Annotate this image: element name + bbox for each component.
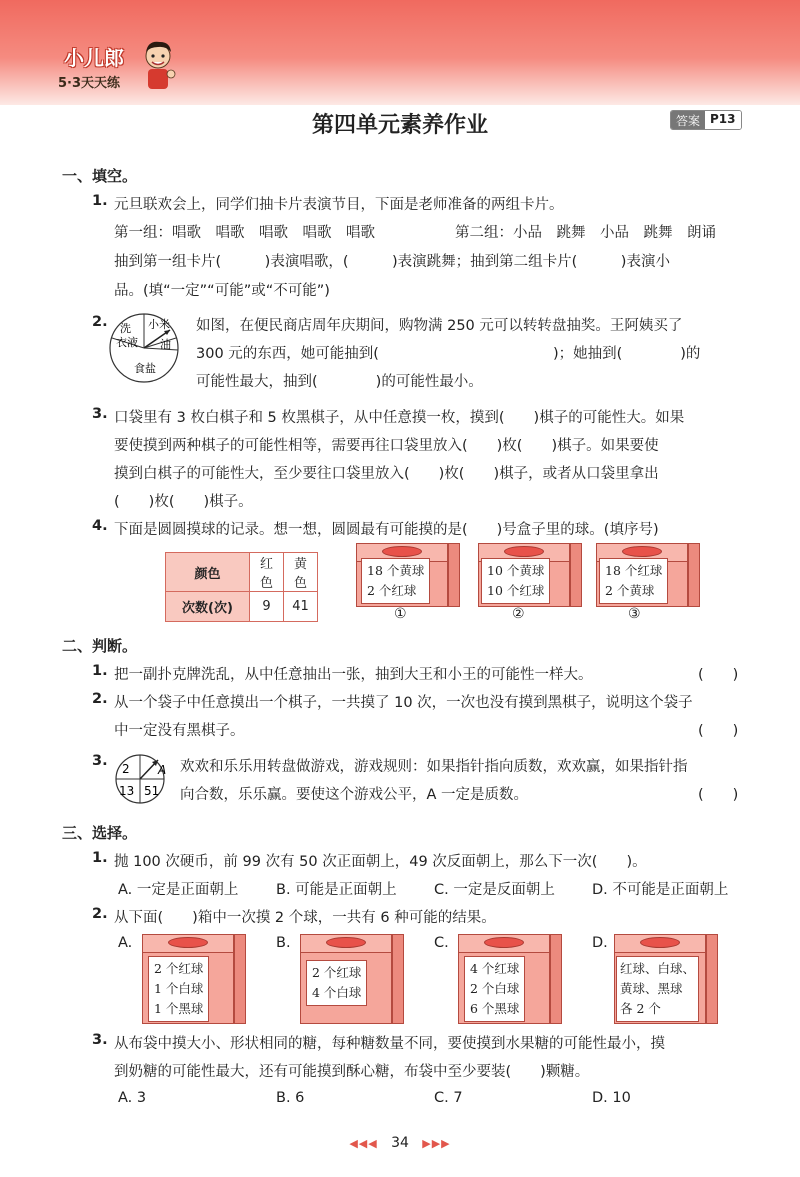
question-text: 抛 100 次硬币，前 99 次有 50 次正面朝上，49 次反面朝上，那么下一次( )。 — [114, 854, 647, 870]
question-text: 欢欢和乐乐用转盘做游戏，游戏规则：如果指针指向质数，欢欢赢，如果指针指 — [180, 759, 688, 775]
box-label: 18 个黄球 2 个红球 — [361, 558, 430, 604]
box-label: 2 个红球 4 个白球 — [306, 960, 367, 1006]
table-header: 红色 — [250, 553, 284, 592]
lottery-spinner — [104, 310, 184, 386]
question-text: 要使摸到两种棋子的可能性相等，需要再往口袋里放入( )枚( )棋子。如果要使 — [114, 438, 659, 454]
page-title: 第四单元素养作业 — [311, 113, 488, 138]
question-text: 如图，在便民商店周年庆期间，购物满 250 元可以转转盘抽奖。王阿姨买了 — [196, 318, 683, 334]
choice-option[interactable]: C. — [434, 935, 449, 951]
question-text: 300 元的东西，她可能抽到( )；她抽到( )的 — [196, 346, 701, 362]
question-number: 2. — [92, 314, 108, 330]
spinner-sector-label: 小米 — [148, 318, 170, 331]
answer-parens[interactable]: ( ) — [698, 723, 739, 739]
spinner-sector-label: 油 — [160, 338, 171, 351]
box-label: 2 个红球 1 个白球 1 个黑球 — [148, 956, 209, 1022]
ball-box-d — [614, 934, 718, 1024]
question-text: 中一定没有黑棋子。 — [114, 723, 245, 739]
question-text: 从一个袋子中任意摸出一个棋子，一共摸了 10 次，一次也没有摸到黑棋子，说明这个袋子 — [114, 695, 693, 711]
ball-box-3 — [596, 543, 700, 607]
box-number: ③ — [628, 606, 641, 622]
ball-box-2 — [478, 543, 582, 607]
table-cell: 9 — [250, 592, 284, 622]
table-row-label: 次数(次) — [166, 592, 250, 622]
question-number: 1. — [92, 193, 108, 209]
choice-option[interactable]: A. 一定是正面朝上 — [118, 882, 239, 898]
table-header: 颜色 — [166, 553, 250, 592]
choice-option[interactable]: A. — [118, 935, 133, 951]
box-label: 10 个黄球 10 个红球 — [481, 558, 550, 604]
card-group-2: 第二组：小品 跳舞 小品 跳舞 朗诵 — [455, 225, 716, 241]
choice-option[interactable]: B. 6 — [276, 1090, 305, 1106]
page-number: 34 — [391, 1135, 409, 1151]
spinner-number: 2 — [122, 762, 130, 776]
choice-option[interactable]: B. 可能是正面朝上 — [276, 882, 397, 898]
spinner-number: A — [158, 763, 167, 777]
brand-logo — [52, 38, 182, 98]
question-text: 摸到白棋子的可能性大，至少要往口袋里放入( )枚( )棋子，或者从口袋里拿出 — [114, 466, 659, 482]
box-label: 4 个红球 2 个白球 6 个黑球 — [464, 956, 525, 1022]
answer-tag[interactable] — [670, 110, 742, 130]
question-number: 1. — [92, 663, 108, 679]
question-text: 元旦联欢会上，同学们抽卡片表演节目，下面是老师准备的两组卡片。 — [114, 197, 564, 213]
question-number: 2. — [92, 906, 108, 922]
card-group-1: 第一组：唱歌 唱歌 唱歌 唱歌 唱歌 — [114, 225, 375, 241]
question-number: 3. — [92, 1032, 108, 1048]
section-title-choice: 三、选择。 — [62, 824, 138, 842]
box-number: ② — [512, 606, 525, 622]
question-text: 到奶糖的可能性最大，还有可能摸到酥心糖，布袋中至少要装( )颗糖。 — [114, 1064, 590, 1080]
mascot-icon — [138, 38, 178, 94]
table-cell: 41 — [284, 592, 318, 622]
question-number: 1. — [92, 850, 108, 866]
question-text: 从下面( )箱中一次摸 2 个球，一共有 6 种可能的结果。 — [114, 910, 496, 926]
ball-box-1 — [356, 543, 460, 607]
box-label: 18 个红球 2 个黄球 — [599, 558, 668, 604]
table-header: 黄色 — [284, 553, 318, 592]
next-arrows-icon: ▶▶▶ — [422, 1137, 451, 1150]
choice-option[interactable]: C. 一定是反面朝上 — [434, 882, 555, 898]
ball-box-c — [458, 934, 562, 1024]
logo-subtitle: 5·3天天练 — [58, 76, 121, 91]
spinner-sector-label: 洗 — [120, 322, 131, 335]
question-text: 可能性最大，抽到( )的可能性最小。 — [196, 374, 483, 390]
choice-option[interactable]: D. — [592, 935, 608, 951]
question-text: 抽到第一组卡片( )表演唱歌，( )表演跳舞；抽到第二组卡片( )表演小 — [114, 254, 670, 270]
question-number: 3. — [92, 753, 108, 769]
section-title-fill-blank: 一、填空。 — [62, 167, 138, 185]
ball-box-b — [300, 934, 404, 1024]
question-number: 3. — [92, 406, 108, 422]
spinner-sector-label: 食盐 — [134, 362, 156, 375]
section-title-judge: 二、判断。 — [62, 637, 138, 655]
box-label: 红球、白球、 黄球、黑球 各 2 个 — [616, 956, 699, 1022]
question-text: 下面是圆圆摸球的记录。想一想，圆圆最有可能摸的是( )号盒子里的球。(填序号) — [114, 522, 659, 538]
answer-parens[interactable]: ( ) — [698, 667, 739, 683]
spinner-number: 13 — [119, 784, 135, 798]
choice-option[interactable]: C. 7 — [434, 1090, 463, 1106]
ball-box-a — [142, 934, 246, 1024]
choice-option[interactable]: A. 3 — [118, 1090, 147, 1106]
question-text: 口袋里有 3 枚白棋子和 5 枚黑棋子，从中任意摸一枚，摸到( )棋子的可能性大。如果 — [114, 410, 685, 426]
choice-option[interactable]: B. — [276, 935, 291, 951]
answer-parens[interactable]: ( ) — [698, 787, 739, 803]
question-text: 把一副扑克牌洗乱，从中任意抽出一张，抽到大王和小王的可能性一样大。 — [114, 667, 593, 683]
answer-label: 答案 — [671, 111, 705, 129]
question-text: 从布袋中摸大小、形状相同的糖，每种糖数量不同，要使摸到水果糖的可能性最小，摸 — [114, 1036, 665, 1052]
logo-title: 小儿郎 — [64, 46, 124, 70]
box-number: ① — [394, 606, 407, 622]
question-text: 向合数，乐乐赢。要使这个游戏公平，A 一定是质数。 — [180, 787, 529, 803]
record-table — [165, 552, 318, 622]
number-spinner — [110, 752, 172, 806]
choice-option[interactable]: D. 10 — [592, 1090, 631, 1106]
page-footer — [0, 1135, 800, 1151]
spinner-number: 51 — [144, 784, 160, 798]
prev-arrows-icon: ◀◀◀ — [349, 1137, 378, 1150]
question-number: 2. — [92, 691, 108, 707]
choice-option[interactable]: D. 不可能是正面朝上 — [592, 882, 729, 898]
question-number: 4. — [92, 518, 108, 534]
spinner-sector-label: 衣液 — [116, 336, 138, 349]
question-text: 品。(填“一定”“可能”或“不可能”) — [114, 283, 330, 299]
question-text: ( )枚( )棋子。 — [114, 494, 253, 510]
answer-page: P13 — [705, 111, 741, 129]
